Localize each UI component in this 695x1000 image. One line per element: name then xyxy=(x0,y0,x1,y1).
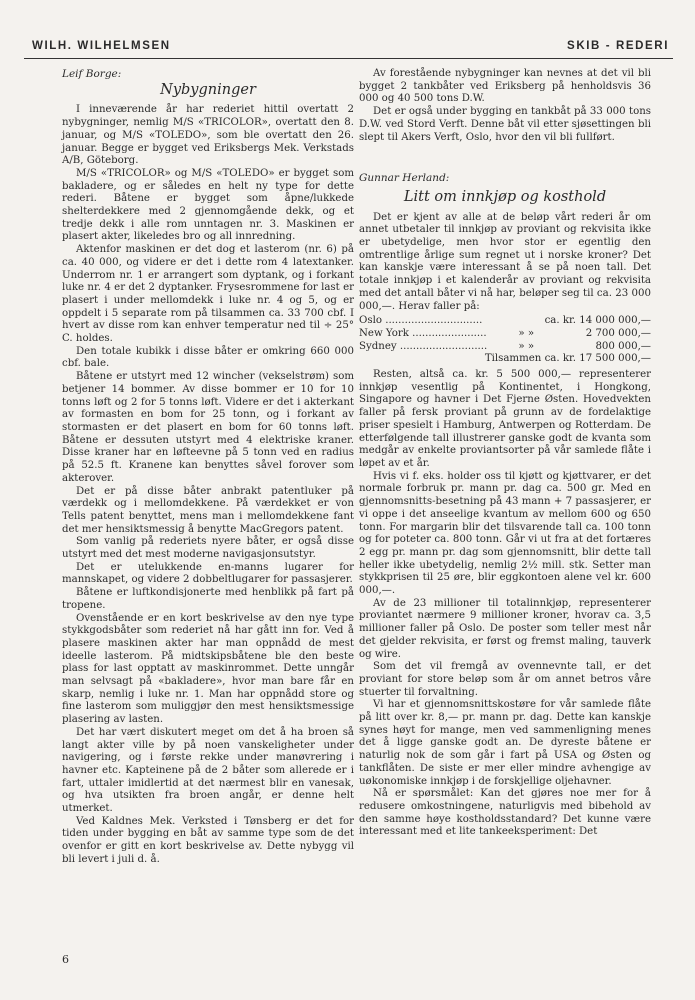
table-city: New York ....................... xyxy=(359,327,487,339)
table-ditto: » » xyxy=(518,340,535,352)
paragraph: Det er utelukkende en-manns lugarer for mannskapet, og videre 2 dobbeltlugarer for passasjerer. xyxy=(62,561,354,586)
table-city: Oslo .............................. xyxy=(359,315,483,327)
table-row xyxy=(359,328,651,341)
paragraph: Hvis vi f. eks. holder oss til kjøtt og kjøttvarer, er det normale forbruk pr. mann pr. dag ca. 500 gr. Med en gjennomsnitts-besetning på 43 mann + 7 passasjerer, er vi oppe i det anseelige kvantum av mellom 600 og 650 tonn. For margarin blir det tilsvarende tall ca. 100 tonn og for poteter ca. 800 tonn. Går vi ut fra at det fortæres 2 egg pr. mann pr. dag som gjennomsnitt, blir dette tall heller ikke ubetydelig, nemlig 2½ mill. stk. Setter man stykkprisen til 25 øre, blir eggkontoen alene vel kr. 600 000,—. xyxy=(359,470,651,597)
table-amount: ca. kr. 14 000 000,— xyxy=(544,315,651,327)
table-row xyxy=(359,341,651,354)
header-left: WILH. WILHELMSEN xyxy=(32,40,171,52)
page-number: 6 xyxy=(62,953,69,966)
paragraph: Vi har et gjennomsnittskostøre for vår samlede flåte på litt over kr. 8,— pr. mann pr. dag. Dette kan kanskje synes høyt for mange, men ved sammenligning menes det å ligge ganske godt an. De dyreste båtene er naturlig nok de som går i fart på USA og Østen og tankflåten. De siste er mer eller mindre avhengige av uøkonomiske innkjøp i de forskjellige oljehavner. xyxy=(359,699,651,787)
paragraph: Det er på disse båter anbrakt patentluker på værdekk og i mellomdekkene. På værdekket er von Tells patent benyttet, mens man i mellomdekkene fant det mer hensiktsmessig å benytte MacGregors patent. xyxy=(62,485,354,535)
paragraph: Som det vil fremgå av ovennevnte tall, er det proviant for store beløp som år om annet betros våre stuerter til forvaltning. xyxy=(359,661,651,698)
table-amount: 2 700 000,— xyxy=(585,327,651,339)
article2-title: Litt om innkjøp og kosthold xyxy=(403,188,607,205)
article2-byline: Gunnar Herland: xyxy=(359,172,450,185)
table-ditto: » » xyxy=(518,327,535,339)
paragraph: M/S «TRICOLOR» og M/S «TOLEDO» er bygget som bakladere, og er således en helt ny type for dette rederi. Båtene er bygget som åpne/lukkede shelterdekkere med 2 gjennomgående dekk, og et tredje dekk i alle rom unntagen nr. 3. Maskinen er plasert akter, likeledes bro og all innredning. xyxy=(62,167,354,243)
article1-byline: Leif Borge: xyxy=(62,68,122,80)
paragraph: Det er kjent av alle at de beløp vårt rederi år om annet utbetaler til innkjøp av proviant og rekvisita ikke er ubetydelige, men hvor stor er egentlig den omtrentlige årlige sum regnet ut i norske kroner? Det kan kanskje være interessant å se på noen tall. Det totale innkjøp i et kalenderår av proviant og rekvisita med det antall båter vi nå har, beløper seg til ca. 23 000 000,—. Herav faller på: xyxy=(359,211,651,312)
paragraph: Ved Kaldnes Mek. Verksted i Tønsberg er det for tiden under bygging en båt av samme type som de det ovenfor er gitt en kort beskrivelse av. Dette nybygg vil bli levert i juli d. å. xyxy=(62,815,354,865)
table-total: Tilsammen ca. kr. 17 500 000,— xyxy=(484,353,651,365)
table-ditto xyxy=(508,315,545,328)
paragraph: Av de 23 millioner til totalinnkjøp, representerer proviantet nærmere 9 millioner kroner, hvorav ca. 3,5 millioner faller på Oslo. De poster som teller mest når det gjelder rekvisita, er først og fremst maling, tauverk og wire. xyxy=(359,597,651,660)
table-row xyxy=(359,353,651,366)
paragraph: Båtene er luftkondisjonerte med henblikk på fart på tropene. xyxy=(62,587,354,611)
header-right: SKIB - REDERI xyxy=(567,40,669,52)
running-header xyxy=(24,34,673,59)
paragraph: Resten, altså ca. kr. 5 500 000,— representerer innkjøp vesentlig på Kontinentet, i Hongkong, Singapore og havner i Det Fjerne Østen. Hovedvekten faller på fersk proviant på grunn av de fordelaktige priser spesielt i Hamburg, Antwerpen og Rotterdam. De etterfølgende tall illustrerer ganske godt de kvanta som medgår av enkelte proviantsorter på vår samlede flåte i løpet av et år. xyxy=(359,369,651,469)
paragraph: Det er også under bygging en tankbåt på 33 000 tons D.W. ved Stord Verft. Denne båt vil etter sjøsettingen bli slept til Akers Verft, Oslo, hvor den vil bli fullført. xyxy=(359,106,651,143)
right-column xyxy=(359,68,651,839)
paragraph: Nå er spørsmålet: Kan det gjøres noe mer for å redusere omkostningene, naturligvis med bibehold av den samme høye kostholdsstandard? Det kunne være interessant med et lite tankeeksperiment: Det xyxy=(359,788,651,838)
paragraph: Av forestående nybygninger kan nevnes at det vil bli bygget 2 tankbåter ved Eriksberg på henholdsvis 36 000 og 40 500 tons D.W. xyxy=(359,68,651,105)
article1-title: Nybygninger xyxy=(160,81,256,98)
paragraph: Ovenstående er en kort beskrivelse av den nye type stykkgodsbåter som rederiet nå har gått inn for. Ved å plasere maskinen akter har man oppnådd de mest ideelle lasterom. På midtskipsbåtene ble den beste plass for last opptatt av maskinrommet. Dette unngår man selvsagt på «bakladere», hvor man bare får en skarp, nemlig i luke nr. 1. Man har oppnådd store og fine lasterom som muliggjør den mest hensiktsmessige plasering av lasten. xyxy=(62,612,354,726)
paragraph: Som vanlig på rederiets nyere båter, er også disse utstyrt med det mest moderne navigasjonsutstyr. xyxy=(62,536,354,561)
paragraph: I inneværende år har rederiet hittil overtatt 2 nybygninger, nemlig M/S «TRICOLOR», overtatt den 8. januar, og M/S «TOLEDO», som ble overtatt den 26. januar. Begge er bygget ved Eriksbergs Mek. Verkstads A/B, Göteborg. xyxy=(62,104,354,167)
table-row xyxy=(359,315,651,328)
paragraph: Det har vært diskutert meget om det å ha broen så langt akter ville by på noen vanskeligheter under navigering, og i første rekke under manøvrering i havner etc. Kapteinene på de 2 båter som allerede er i fart, uttaler imidlertid at det nærmest blir en vanesak, og hva utsikten fra broen angår, er denne helt utmerket. xyxy=(62,726,354,815)
purchase-table xyxy=(359,315,651,366)
table-city: Sydney ........................... xyxy=(359,340,488,352)
paragraph: Aktenfor maskinen er det dog et lasterom (nr. 6) på ca. 40 000, og videre er det i dette rom 4 latextanker. Underrom nr. 1 er arrangert som dyptank, og i forkant luke nr. 4 er det 2 dyptanker. Frysesrommene for last er plasert i under mellomdekk i luke nr. 4 og 5, og er oppdelt i 5 separate rom på tilsammen ca. 33 700 cbf. I hvert av disse rom kan enhver temperatur ned til ÷ 25° C. holdes. xyxy=(62,244,354,345)
left-column xyxy=(62,68,354,867)
table-amount: 800 000,— xyxy=(595,340,651,352)
paragraph: Den totale kubikk i disse båter er omkring 660 000 cbf. bale. xyxy=(62,345,354,370)
paragraph: Båtene er utstyrt med 12 wincher (vekselstrøm) som betjener 14 bommer. Av disse bommer er 10 for 10 tonns løft og 2 for 5 tonns løft. Videre er det i akterkant av formasten en bom for 25 tonn, og i forkant av stormasten er det plasert en bom for 60 tonns løft. Båtene er dessuten utstyrt med 4 elektriske kraner. Disse kraner har en løfteevne på 5 tonn ved en radius på 52.5 ft. Kranene kan benyttes såvel forover som akterover. xyxy=(62,371,354,484)
